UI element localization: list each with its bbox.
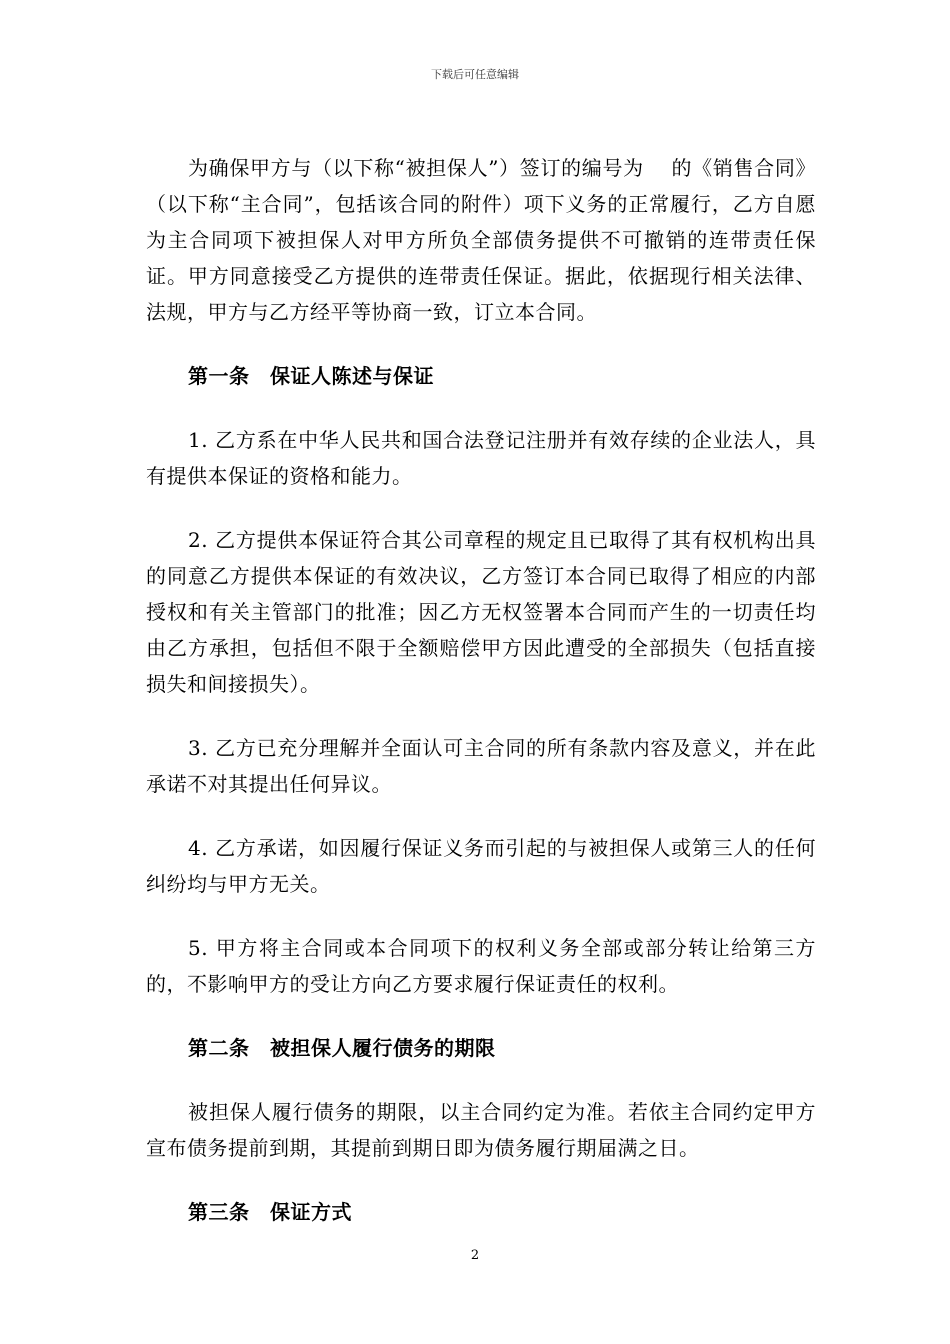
article-2-paragraph: 被担保人履行债务的期限，以主合同约定为准。若依主合同约定甲方宣布债务提前到期，其提前到期日即为债务履行期届满之日。 — [146, 1100, 816, 1160]
article-3-heading: 第三条 保证方式 — [188, 1200, 352, 1224]
article-1-item-5: 5. 甲方将主合同或本合同项下的权利义务全部或部分转让给第三方的，不影响甲方的受让方向乙方要求履行保证责任的权利。 — [146, 936, 816, 996]
article-1-heading: 第一条 保证人陈述与保证 — [188, 364, 434, 388]
article-1-item-3: 3. 乙方已充分理解并全面认可主合同的所有条款内容及意义，并在此承诺不对其提出任何异议。 — [146, 736, 816, 796]
page-number: 2 — [470, 1248, 480, 1263]
page-header: 下载后可任意编辑 — [431, 68, 519, 81]
article-1-item-1: 1. 乙方系在中华人民共和国合法登记注册并有效存续的企业法人，具有提供本保证的资格和能力。 — [146, 428, 816, 488]
document-body — [146, 150, 816, 1230]
intro-paragraph: 为确保甲方与（以下称“被担保人”）签订的编号为 的《销售合同》（以下称“主合同”，包括该合同的附件）项下义务的正常履行，乙方自愿为主合同项下被担保人对甲方所负全部债务提供不可撤销的连带责任保证。甲方同意接受乙方提供的连带责任保证。据此，依据现行相关法律、法规，甲方与乙方经平等协商一致，订立本合同。 — [146, 156, 816, 324]
article-1-item-4: 4. 乙方承诺，如因履行保证义务而引起的与被担保人或第三人的任何纠纷均与甲方无关。 — [146, 836, 816, 896]
article-1-item-2: 2. 乙方提供本保证符合其公司章程的规定且已取得了其有权机构出具的同意乙方提供本保证的有效决议，乙方签订本合同已取得了相应的内部授权和有关主管部门的批准；因乙方无权签署本合同而产生的一切责任均由乙方承担，包括但不限于全额赔偿甲方因此遭受的全部损失（包括直接损失和间接损失）。 — [146, 528, 816, 696]
article-2-heading: 第二条 被担保人履行债务的期限 — [188, 1036, 496, 1060]
